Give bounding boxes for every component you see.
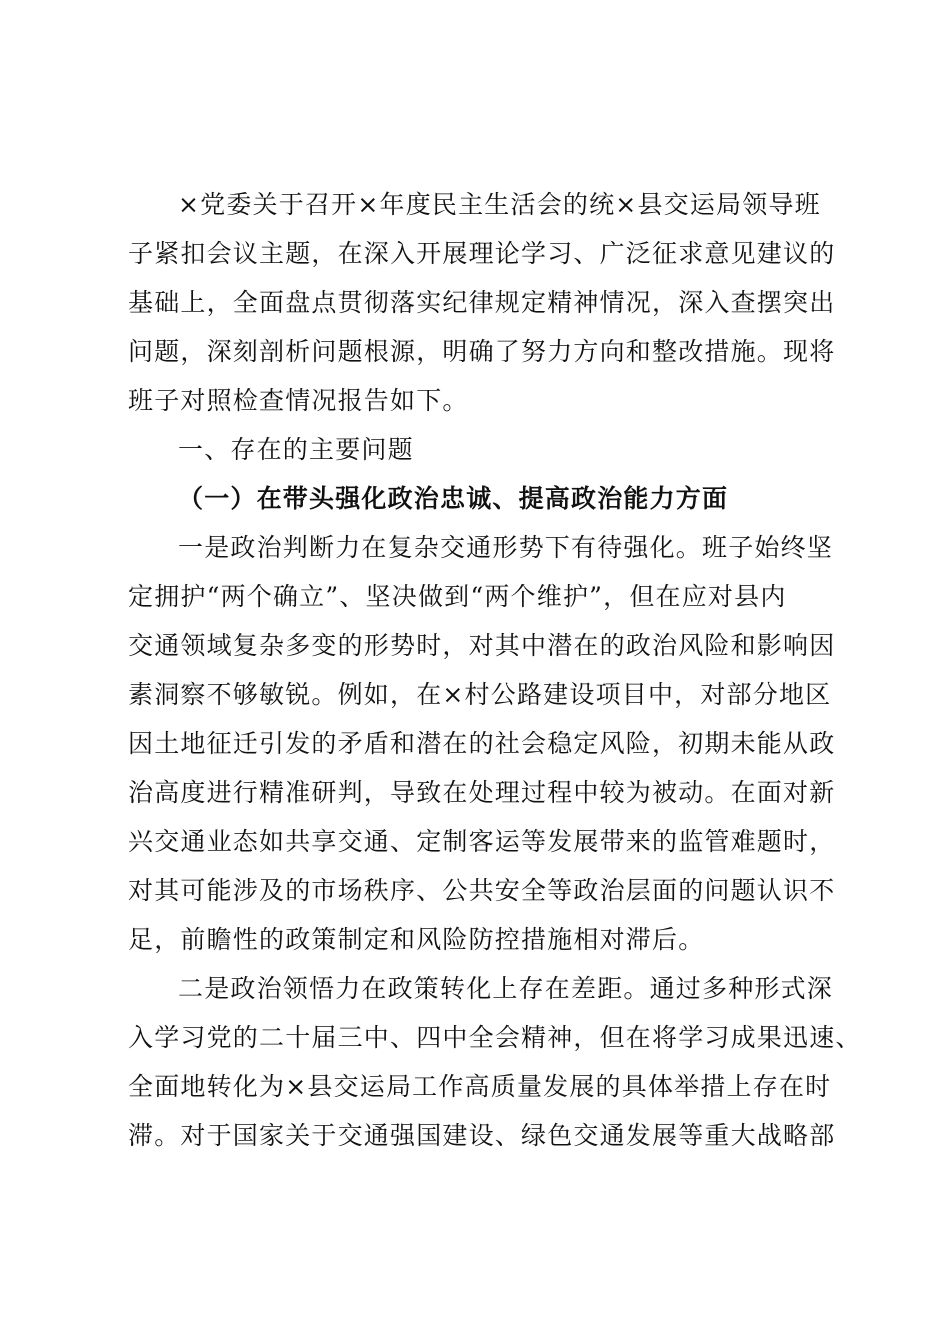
- paragraph-line: 滞。对于国家关于交通强国建设、绿色交通发展等重大战略部: [128, 1121, 836, 1150]
- paragraph-line: 二是政治领悟力在政策转化上存在差距。通过多种形式深: [178, 974, 834, 1003]
- paragraph-line: 入学习党的二十届三中、四中全会精神，但在将学习成果迅速、: [128, 1023, 862, 1052]
- paragraph-line: 兴交通业态如共享交通、定制客运等发展带来的监管难题时，: [128, 827, 836, 856]
- paragraph-line: 对其可能涉及的市场秩序、公共安全等政治层面的问题认识不: [128, 876, 836, 905]
- paragraph-line: 足，前瞻性的政策制定和风险防控措施相对滞后。: [128, 925, 705, 954]
- intro-line: 问题，深刻剖析问题根源，明确了努力方向和整改措施。现将: [128, 337, 836, 366]
- intro-line: ×党委关于召开×年度民主生活会的统×县交运局领导班: [178, 190, 821, 219]
- document-page: [128, 180, 862, 1160]
- paragraph-line: 一是政治判断力在复杂交通形势下有待强化。班子始终坚: [178, 533, 834, 562]
- paragraph-line: 治高度进行精准研判，导致在处理过程中较为被动。在面对新: [128, 778, 836, 807]
- paragraph-line: 素洞察不够敏锐。例如，在×村公路建设项目中，对部分地区: [128, 680, 832, 709]
- paragraph-line: 定拥护“两个确立”、坚决做到“两个维护”，但在应对县内: [128, 582, 787, 611]
- paragraph-line: 全面地转化为×县交运局工作高质量发展的具体举措上存在时: [128, 1072, 832, 1101]
- intro-line: 子紧扣会议主题，在深入开展理论学习、广泛征求意见建议的: [128, 239, 836, 268]
- intro-line: 班子对照检查情况报告如下。: [128, 386, 469, 415]
- paragraph-line: 因土地征迁引发的矛盾和潜在的社会稳定风险，初期未能从政: [128, 729, 836, 758]
- subsection-heading: （一）在带头强化政治忠诚、提高政治能力方面: [178, 484, 729, 513]
- section-heading: 一、存在的主要问题: [178, 435, 414, 464]
- intro-line: 基础上，全面盘点贯彻落实纪律规定精神情况，深入查摆突出: [128, 288, 836, 317]
- paragraph-line: 交通领域复杂多变的形势时，对其中潜在的政治风险和影响因: [128, 631, 836, 660]
